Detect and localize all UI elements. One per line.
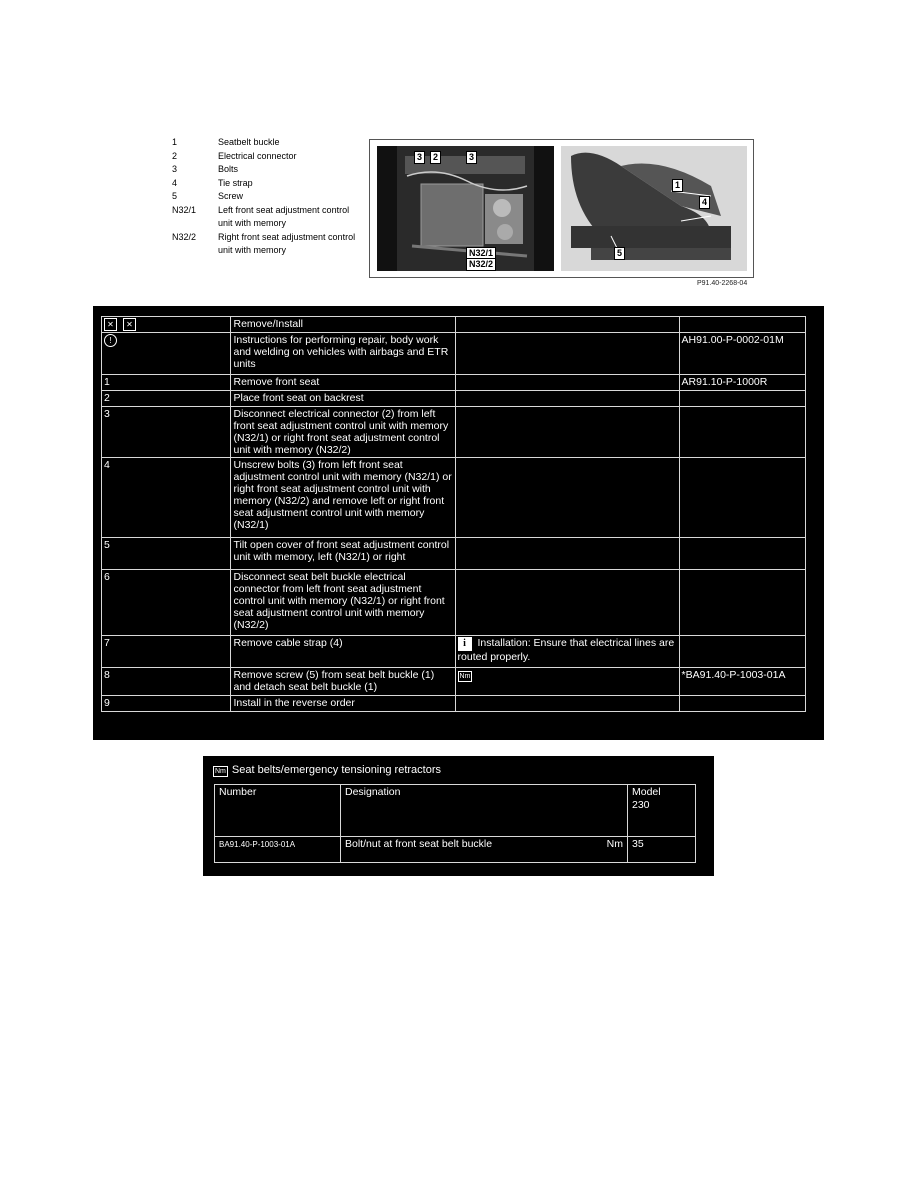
step-note: [455, 407, 679, 458]
step-number: 3: [102, 407, 231, 458]
legend-item: [172, 190, 362, 204]
step-action: Unscrew bolts (3) from left front seat adjustment control unit with memory (N32/1) or right front seat adjustment control unit with memory (N32/2) and remove left or right front seat adjustment control unit with memory (N32/1): [231, 458, 455, 538]
table-row: [102, 696, 806, 712]
step-reference[interactable]: [679, 407, 805, 458]
callout-3b: 3: [466, 151, 477, 164]
step-action: Remove cable strap (4): [231, 636, 455, 668]
legend-code: N32/1: [172, 204, 197, 215]
procedure-table: [101, 316, 806, 712]
table-row: [102, 668, 806, 696]
warning-icon: !: [104, 334, 117, 347]
torque-title: Nm Seat belts/emergency tensioning retractors: [215, 764, 441, 776]
install-icon: ✕: [123, 318, 136, 331]
step-action: Place front seat on backrest: [231, 391, 455, 407]
seat-photo: [561, 146, 747, 271]
callout-4: 4: [699, 196, 710, 209]
step-reference[interactable]: [679, 636, 805, 668]
step-note: [455, 458, 679, 538]
step-number: 8: [102, 668, 231, 696]
torque-nm-icon: Nm: [459, 673, 471, 680]
legend-item: [172, 163, 362, 177]
procedure-panel: [93, 306, 824, 740]
legend-text: Electrical connector: [218, 150, 297, 161]
step-note: [455, 333, 679, 375]
callout-n32-1: N32/1: [466, 247, 496, 260]
legend-item: [172, 231, 362, 258]
header-number: Number: [215, 785, 341, 837]
step-reference[interactable]: [679, 538, 805, 570]
legend-code: 2: [172, 150, 178, 161]
figure-id: P91.40-2268-04: [697, 280, 748, 287]
legend-text: Left front seat adjustment control unit with memory: [218, 204, 350, 228]
seat-figure: [369, 139, 754, 278]
legend-item: [172, 136, 362, 150]
legend-code: 4: [172, 177, 178, 188]
callout-3a: 3: [414, 151, 425, 164]
torque-designation: Bolt/nut at front seat belt buckle Nm: [341, 837, 628, 863]
step-note: [455, 538, 679, 570]
step-number: 6: [102, 570, 231, 636]
nm-icon: Nm: [215, 768, 226, 775]
torque-row: [215, 837, 696, 863]
step-action: Disconnect seat belt buckle electrical connector from left front seat adjustment control unit with memory (N32/1) or right front seat adjustment control unit with memory (N32/2): [231, 570, 455, 636]
legend-text: Tie strap: [218, 177, 253, 188]
step-reference[interactable]: AH91.00-P-0002-01M: [679, 333, 805, 375]
legend-item: [172, 150, 362, 164]
table-row: [102, 458, 806, 538]
step-action: Remove front seat: [231, 375, 455, 391]
torque-panel: [203, 756, 714, 876]
callout-5: 5: [614, 247, 625, 260]
step-reference[interactable]: [679, 458, 805, 538]
table-row: [102, 570, 806, 636]
step-number: 7: [102, 636, 231, 668]
table-row: [102, 636, 806, 668]
step-note: [455, 391, 679, 407]
table-row: [102, 391, 806, 407]
step-reference[interactable]: [679, 696, 805, 712]
table-row: [102, 333, 806, 375]
legend-code: 3: [172, 164, 178, 174]
figure-legend: [172, 136, 362, 258]
table-row: [102, 375, 806, 391]
step-note: [455, 668, 679, 696]
legend-text: Screw: [218, 191, 244, 201]
legend-code: 5: [172, 191, 178, 201]
step-reference[interactable]: [679, 391, 805, 407]
step-note: [455, 696, 679, 712]
callout-n32-2: N32/2: [466, 258, 496, 271]
torque-number: BA91.40-P-1003-01A: [215, 837, 341, 863]
step-number: 2: [102, 391, 231, 407]
torque-header-row: [215, 785, 696, 837]
step-number: 5: [102, 538, 231, 570]
legend-text: Seatbelt buckle: [218, 137, 280, 147]
step-reference[interactable]: *BA91.40-P-1003-01A: [679, 668, 805, 696]
step-action: Tilt open cover of front seat adjustment control unit with memory, left (N32/1) or right: [231, 538, 455, 570]
header-model: Model 230: [628, 785, 696, 837]
torque-value: 35: [628, 837, 696, 863]
legend-code: 1: [172, 137, 178, 147]
table-row: [102, 407, 806, 458]
info-icon: i: [458, 637, 472, 651]
step-action: Install in the reverse order: [231, 696, 455, 712]
header-icons: [102, 317, 231, 333]
remove-icon: ✕: [104, 318, 117, 331]
step-number: 4: [102, 458, 231, 538]
callout-2: 2: [430, 151, 441, 164]
step-number: [102, 333, 231, 375]
step-note: [455, 375, 679, 391]
legend-item: [172, 204, 362, 231]
legend-item: [172, 177, 362, 191]
step-reference[interactable]: AR91.10-P-1000R: [679, 375, 805, 391]
legend-text: Bolts: [218, 164, 239, 174]
legend-text: Right front seat adjustment control unit with memory: [218, 231, 356, 255]
callout-1: 1: [672, 179, 683, 192]
step-note: [455, 570, 679, 636]
table-header-row: [102, 317, 806, 333]
step-reference[interactable]: [679, 570, 805, 636]
header-designation: Designation: [341, 785, 628, 837]
header-label: Remove/Install: [231, 317, 455, 333]
step-action: Disconnect electrical connector (2) from left front seat adjustment control unit with memory (N32/1) or right front seat adjustment control unit with memory (N32/2): [231, 407, 455, 458]
torque-table: [214, 784, 696, 863]
table-row: [102, 538, 806, 570]
step-note: i Installation: Ensure that electrical lines are routed properly.: [455, 636, 679, 668]
step-number: 1: [102, 375, 231, 391]
step-action: Instructions for performing repair, body work and welding on vehicles with airbags and ETR units: [231, 333, 455, 375]
step-action: Remove screw (5) from seat belt buckle (1) and detach seat belt buckle (1): [231, 668, 455, 696]
legend-code: N32/2: [172, 231, 197, 242]
step-number: 9: [102, 696, 231, 712]
